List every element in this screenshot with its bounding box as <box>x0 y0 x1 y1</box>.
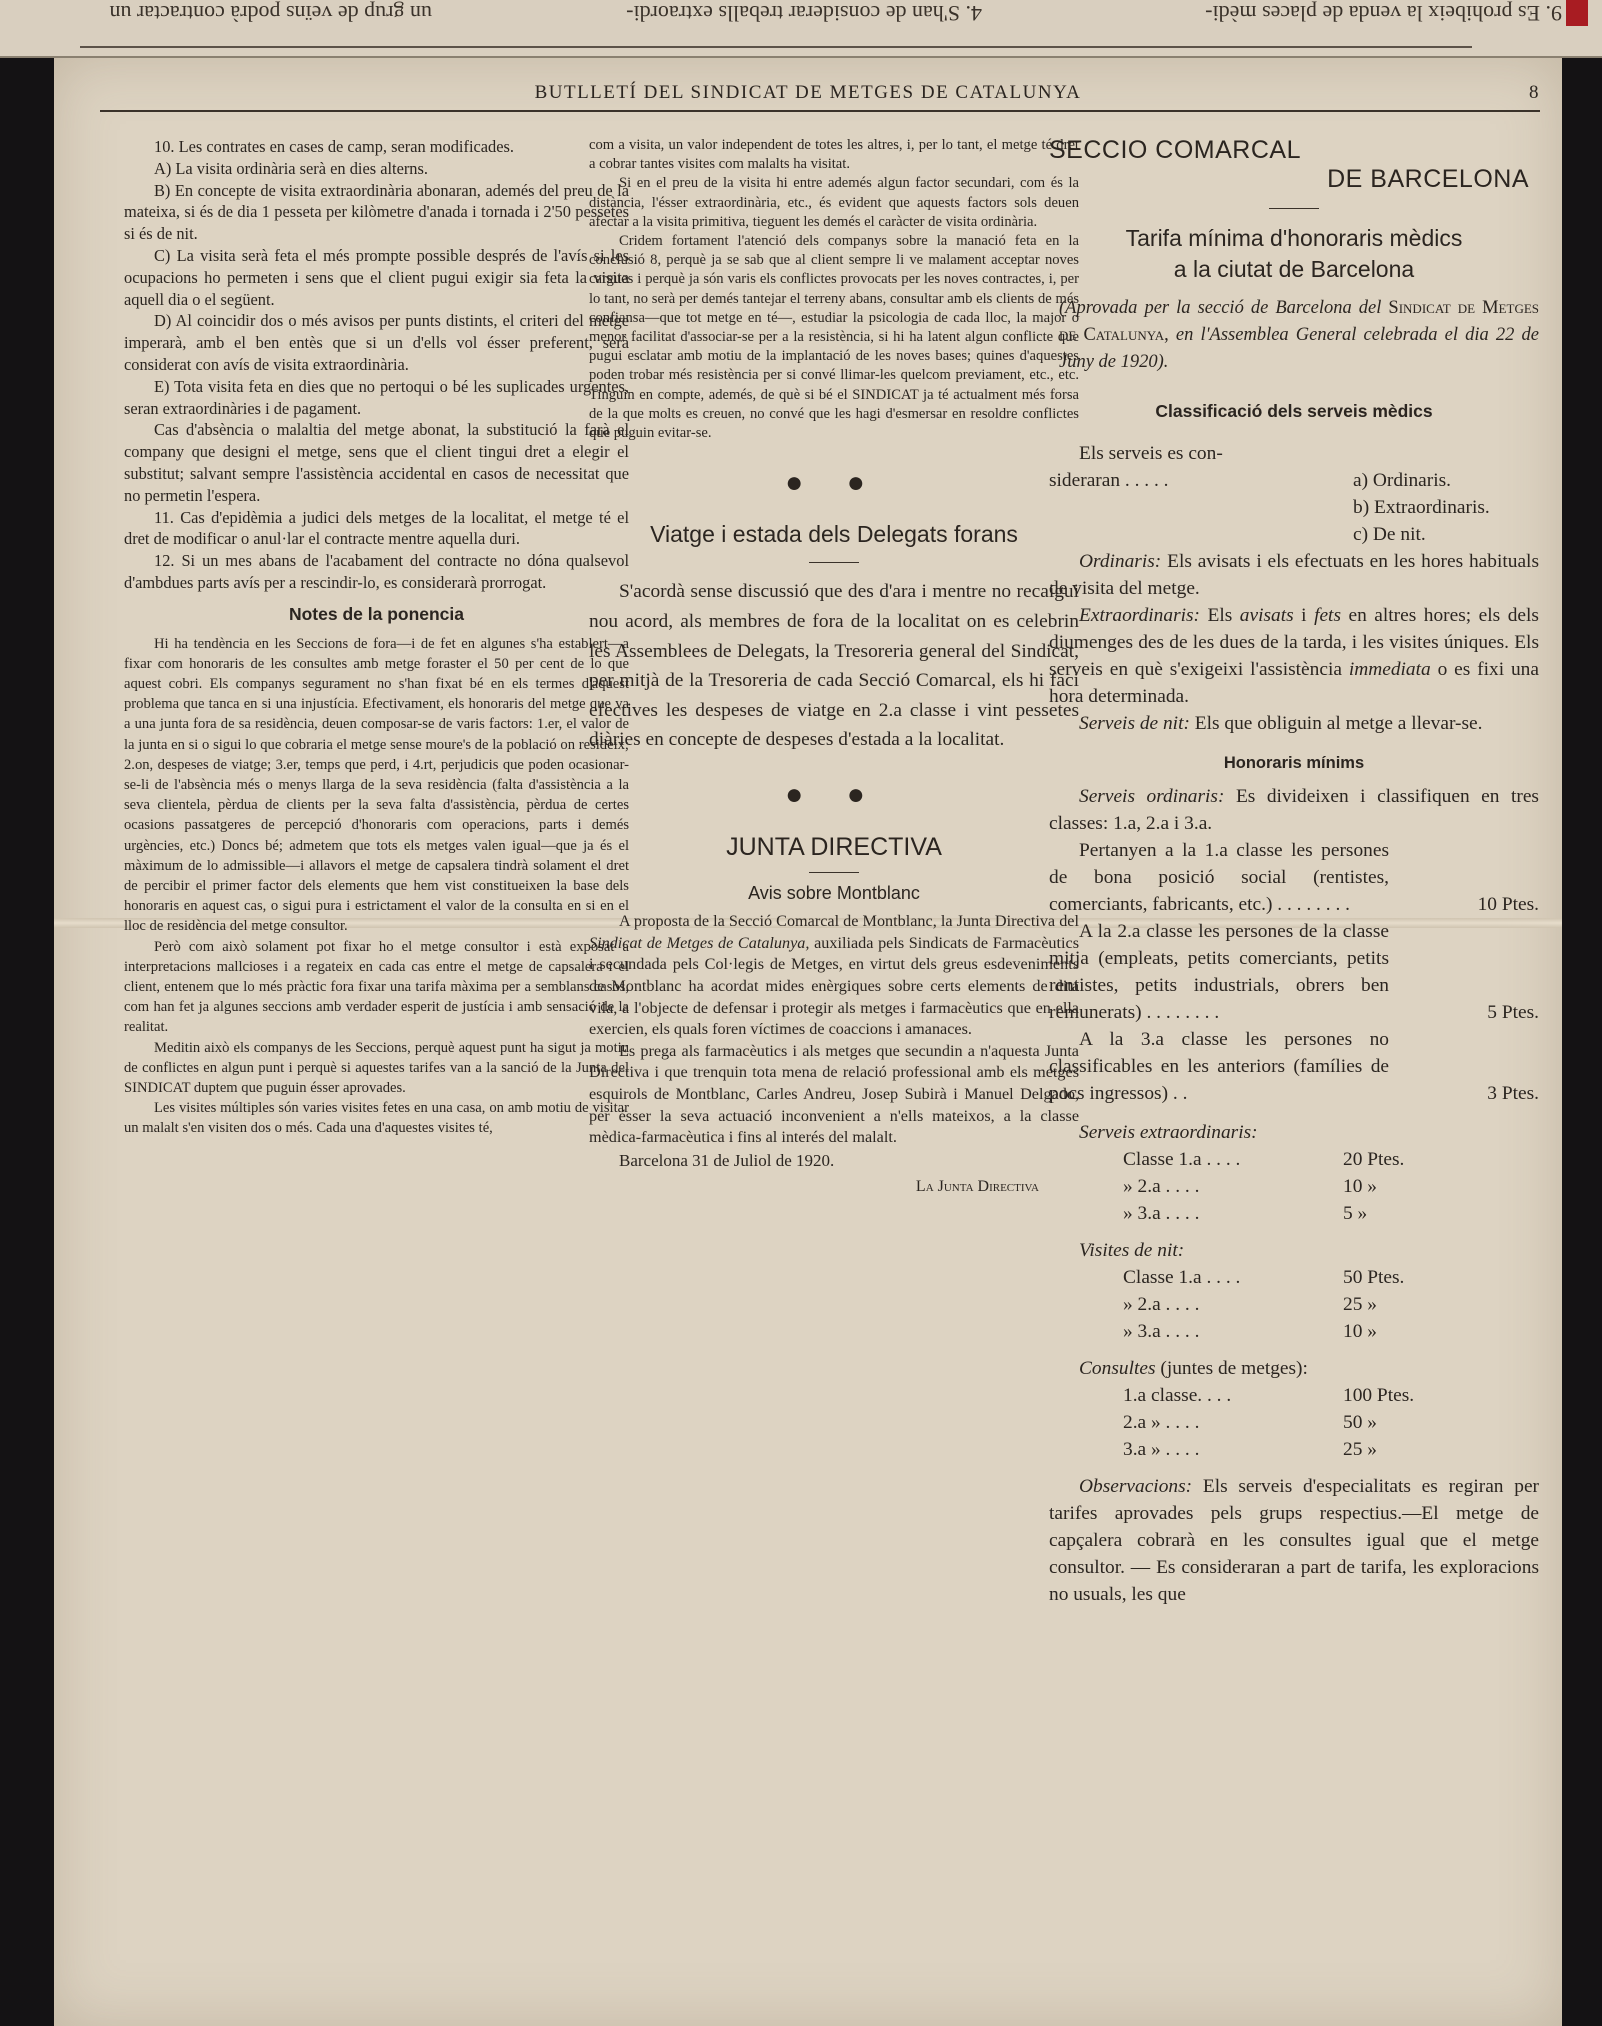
tariff-class: Classe 1.a . . . . <box>1123 1149 1241 1170</box>
text: c) De nit. <box>1353 524 1426 545</box>
avis-heading: Avis sobre Montblanc <box>748 883 920 904</box>
text: (juntes de metges): <box>1160 1358 1308 1379</box>
previous-page-rule <box>80 46 1472 48</box>
notes-heading: Notes de la ponencia <box>288 603 465 624</box>
tariff-row <box>1123 1200 1433 1227</box>
paragraph: C) La visita serà feta el més prompte possible després de l'avís si les ocupacions ho permeten i sens que el client pugui exigir sia feta la visita aquell dia o el següent. <box>124 245 629 309</box>
text: avisats <box>1239 605 1294 626</box>
tariff-price: 100 Ptes. <box>1343 1385 1415 1406</box>
paragraph: A) La visita ordinària serà en dies alterns. <box>154 158 428 178</box>
text: Pertanyen a la 1.a classe les persones de bona posició social (rentistes, comerciants, fabricants, etc.) . . . . . . . . <box>1049 840 1389 915</box>
tariff-row <box>1123 1436 1433 1463</box>
text: Ordinaris: <box>1079 551 1162 572</box>
text: Els avisats i els efectuats en les hores habituals de visita del metge. <box>1049 551 1539 599</box>
text: Els serveis es con- <box>1079 443 1223 464</box>
paragraph: Es prega als farmacèutics i als metges que secundin a n'aquesta Junta Directiva i que trenquin tota mena de relació professional amb els metges esquirols de Montblanc, Carles Andreu, Josep Subirà i Manuel Delgado, per ésser la seva actuació inconvenient a n'ells mateixos, a la classe mèdica-farmacèutica i fins al interés del malalt. <box>589 1041 1079 1147</box>
paragraph: com a visita, un valor independent de totes les altres, i, per lo tant, el metge té dret a cobrar tantes visites com malalts ha visitat. <box>589 137 1079 173</box>
document-page <box>54 58 1562 2026</box>
signature: La Junta Directiva <box>915 1177 1039 1195</box>
paragraph: 10. Les contrates en cases de camp, seran modificades. <box>154 137 514 156</box>
tariff-class: Classe 1.a . . . . <box>1123 1267 1241 1288</box>
text: b) Extraordinaris. <box>1353 497 1490 518</box>
price-row <box>1049 1026 1539 1107</box>
section-separator: ● ● <box>785 466 883 500</box>
text: Els serveis d'especialitats es regiran per tarifes aprovades pels grups respectius.—El metge de capçalera cobrarà en les consultes igual que el metge consultor. — Es consideraran a part de tarifa, les exploracions no usuals, les que <box>1049 1476 1540 1605</box>
date-line: Barcelona 31 de Juliol de 1920. <box>619 1150 835 1170</box>
paragraph <box>1049 548 1539 602</box>
text: o es fixi una hora determinada. <box>1049 659 1539 707</box>
text: A proposta de la Secció Comarcal de Montblanc, la Junta Directiva del <box>619 912 1079 931</box>
tariff-class: » 2.a . . . . <box>1123 1294 1200 1315</box>
column-right <box>1049 136 1539 1608</box>
junta-heading: JUNTA DIRECTIVA <box>726 833 942 862</box>
classification-heading: Classificació dels serveis mèdics <box>1155 401 1433 421</box>
paragraph: Les visites múltiples són varies visites fetes en una casa, on amb motiu de visitar un malalt s'en visiten dos o més. Cada una d'aquestes visites té, <box>124 1100 629 1137</box>
tariff-class: 3.a » . . . . <box>1123 1439 1200 1460</box>
consultes-label <box>1049 1355 1539 1382</box>
paragraph <box>589 911 1079 1041</box>
extraordinary-label: Serveis extraordinaris: <box>1079 1122 1258 1143</box>
red-bookmark <box>1566 0 1588 26</box>
section-title-line2: DE BARCELONA <box>1327 165 1529 193</box>
tarifa-title-line2: a la ciutat de Barcelona <box>1173 256 1415 282</box>
previous-page-text-right: 9. Es prohibeix la venda de places mèdi- <box>1205 1 1562 26</box>
tariff-price: 50 » <box>1343 1412 1377 1433</box>
text: (Aprovada per la secció de Barcelona del <box>1059 298 1382 318</box>
paragraph: Hi ha tendència en les Seccions de fora—i de fet en algunes s'ha establert—a fixar com honoraris de les consultes amb metge foraster el 50 per cent de lo que aquest cobri. Els companys segurament no s'han fixat bé en els termes d'aquest problema que tanca en si una injustícia. Efectivament, els honoraris del metge que va a una junta fora de sa residència, deuen composar-se de varis factors: 1.er, el valor de la junta en si o sigui lo que cobraria el metge sense moure's de la població on resideix; 2.on, despeses de viatge; 3.er, temps que perd, i 4.rt, perjudicis que poden ocasionar-se-li de l'absència més o menys llarga de la seva residència (falta d'assistència a la seva clientela, pèrdua de clients per la seva falta d'assistència, pèrdua de certes ocasions passatgeres de percepció d'honoraris com operacions, parts i demés urgències, etc.) Doncs bé; admetem que tots els metges valen igual—que ja és el màximum de lo admissible—i allavors el metge de capsalera tindrà solament el dret de percibir el primer factor dels elements que hem vist constitueixen la base dels honoraris en aquest cas, o sigui pura i estrictament el valor de la consulta en si en el lloc de residència del metge consultor. <box>124 635 629 935</box>
price: 10 Ptes. <box>1477 894 1539 915</box>
tariff-price: 25 » <box>1343 1439 1377 1460</box>
tariff-row <box>1123 1146 1433 1173</box>
text: auxiliada pels Sindicats de Farmacèutics i secundada pels Col·legis de Metges, en virtut dels greus esdeveniments de Montblanc ha acordat mides enèrgiques sobre certs elements de dita vila, a l'objecte de defensar i protegir als metges i farmacèutics que en ella exercien, els quals foren víctimes de coaccions i amanaces. <box>589 933 1079 1039</box>
text: Serveis ordinaris: <box>1079 786 1225 807</box>
tarifa-title-line1: Tarifa mínima d'honoraris mèdics <box>1125 225 1463 251</box>
night-table <box>1123 1264 1433 1345</box>
paragraph: Però com això solament pot fixar ho el metge consultor i està exposat a interpretacions mallcioses i a regateix en cada cas entre el metge de capsalera i el client, entenem que lo més pràctic fora fixar una tarifa màxima per a semblans casos, com han fet ja algunes seccions amb verdader esperit de justícia i amb sensació de la realitat. <box>124 938 629 1036</box>
paragraph: Meditin això els companys de les Seccions, perquè aquest punt ha sigut ja motiu de conflictes en algun punt i perquè si aquestes tarifes van a la sanció de la Junta del SINDICAT duptem que puguin ésser aprovades. <box>124 1039 629 1096</box>
paragraph: D) Al coincidir dos o més avisos per punts distints, el criteri del metge imperarà, amb el ben entès que si un d'ells vol ésser preferent, serà considerat con avís de visita extraordinària. <box>124 311 629 374</box>
text: Extraordinaris: <box>1079 605 1201 626</box>
text: immediata <box>1348 659 1431 680</box>
price: 3 Ptes. <box>1487 1083 1539 1104</box>
short-rule <box>809 562 859 563</box>
paragraph <box>1049 710 1539 737</box>
tariff-row <box>1123 1409 1433 1436</box>
tariff-price: 20 Ptes. <box>1343 1149 1405 1170</box>
paragraph: Si en el preu de la visita hi entre ademés algun factor secundari, com és la distància, l'ésser extraordinària, etc., és evident que aquests factors sols deuen afectar a la visita primitiva, tieguent les demés el caràcter de visita ordinària. <box>589 175 1079 230</box>
paragraph: 12. Si un mes abans de l'acabament del contracte no dóna qualsevol d'ambdues parts avís per a rescindir-lo, es considerarà prorrogat. <box>124 551 629 592</box>
tariff-row <box>1123 1264 1433 1291</box>
approval-note <box>1049 295 1539 376</box>
paragraph: Cridem fortament l'atenció dels companys sobre la manació feta en la conclusió 8, perquè ja se sab que al client sempre li ve malament acceptar noves cargues i perquè ja són varis els conflictes provocats per les noves contractes, i, per lo tant, no serà per demés tantejar el terreny abans, consultar amb els clients de més confiansa—que tot metge en té—, estudiar la psicologia de cada lloc, la major o menor facilitat d'associar-se per a la resistència, si hi ha latent algun conflicte que pugui esclatar amb motiu de la implantació de les noves bases; quines d'aquestes poden trobar més resistència per si convé llimar-les quelcom previament, etc., etc. Tinguin en compte, ademés, de què si bé el SINDICAT ja té actualment més forsa de la que molts es creuen, no convé que les hagi d'esmersar en resoldre conflictes que puguin evitar-se. <box>589 233 1079 442</box>
price-row <box>1049 918 1539 1026</box>
tariff-row <box>1123 1291 1433 1318</box>
classification-row <box>1049 521 1539 548</box>
extraordinary-table <box>1123 1146 1433 1227</box>
paragraph: Cas d'absència o malaltia del metge abonat, la substitució la farà el company que designi el metge, sens que el client tingui dret a elegir el substitut; salvant sempre l'assistència accidental en casos de necessitat que no permetin l'espera. <box>124 420 629 505</box>
header-rule <box>100 110 1540 112</box>
paragraph: 11. Cas d'epidèmia a judici dels metges de la localitat, el metge té el dret de modificar o anul·lar el contracte mentre aquella duri. <box>124 507 629 549</box>
text: A la 2.a classe les persones de la classe mitja (empleats, petits comerciants, petits rentistes, petits industrials, obrers ben remunerats) . . . . . . . . <box>1049 921 1389 1023</box>
section-separator: ● ● <box>785 778 883 812</box>
text: Serveis de nit: <box>1079 713 1190 734</box>
text: i <box>1301 605 1307 626</box>
text: Es divideixen i classifiquen en tres classes: 1.a, 2.a i 3.a. <box>1049 786 1539 834</box>
tariff-class: » 3.a . . . . <box>1123 1321 1200 1342</box>
tariff-price: 10 » <box>1343 1321 1377 1342</box>
text: a) Ordinaris. <box>1353 470 1451 491</box>
text: en l'Assemblea General celebrada el dia 22 de Juny de 1920). <box>1059 325 1539 372</box>
viatge-heading: Viatge i estada dels Delegats forans <box>650 521 1018 548</box>
tariff-row <box>1123 1173 1433 1200</box>
classification-row <box>1049 467 1539 494</box>
previous-page-text-middle: 4. S'han de considerar treballs extraordi- <box>626 1 982 26</box>
text: Els que obliguin al metge a llevar-se. <box>1194 713 1483 734</box>
page-number: 8 <box>1529 82 1540 103</box>
tariff-class: » 3.a . . . . <box>1123 1203 1200 1224</box>
short-rule <box>1269 208 1319 209</box>
short-rule <box>809 872 859 873</box>
tariff-price: 25 » <box>1343 1294 1377 1315</box>
tariff-class: » 2.a . . . . <box>1123 1176 1200 1197</box>
text: fets <box>1314 605 1341 626</box>
text: Consultes <box>1079 1358 1156 1379</box>
price-row <box>1049 837 1539 918</box>
paragraph <box>1049 1473 1539 1608</box>
tariff-price: 5 » <box>1343 1203 1368 1224</box>
previous-page-strip <box>0 0 1602 58</box>
paragraph: E) Tota visita feta en dies que no pertoqui o bé les suplicades urgentes, seran extraordinàries i de pagament. <box>124 376 629 418</box>
text: sideraran . . . . . <box>1049 470 1169 491</box>
previous-page-text-left: un grup de veïns podrà contractar un <box>109 1 432 26</box>
paragraph: S'acordà sense discussió que des d'ara i mentre no recaigui nou acord, als membres de fora de la localitat on es celebrin les Assemblees de Delegats, la Tresoreria general del Sindicat, per mitjà de la Tresoreria de cada Secció Comarcal, els hi faci efectives les despeses de viatge en 2.a classe i vint pessetes diàries en concepte de despeses d'estada a la localitat. <box>589 581 1079 751</box>
tariff-row <box>1123 1382 1433 1409</box>
tariff-price: 10 » <box>1343 1176 1377 1197</box>
text: Sindicat de Metges de Catalunya, <box>1059 298 1539 345</box>
price: 5 Ptes. <box>1487 1002 1539 1023</box>
text: Sindicat de Metges de Catalunya, <box>589 933 810 952</box>
bulletin-title: BUTLLETÍ DEL SINDICAT DE METGES DE CATALUNYA <box>534 82 1082 103</box>
tariff-price: 50 Ptes. <box>1343 1267 1405 1288</box>
text: en altres hores; els dels diumenges des de les dues de la tarda, i les visites úniques. Els serveis en què s'exigeixi l'assistència <box>1049 605 1539 680</box>
tariff-row <box>1123 1318 1433 1345</box>
column-left <box>124 136 629 1139</box>
night-label: Visites de nit: <box>1079 1240 1185 1261</box>
classification-row <box>1049 440 1379 467</box>
running-header <box>54 82 1562 122</box>
classification-row <box>1049 494 1539 521</box>
paragraph <box>1049 783 1539 837</box>
paragraph: B) En concepte de visita extraordinària abonaran, ademés del preu de la mateixa, si és de dia 1 pesseta per kilòmetre d'anada i tornada i 2'50 pessetes si és de nit. <box>124 180 629 244</box>
honoraris-heading: Honoraris mínims <box>1223 754 1365 772</box>
text: Observacions: <box>1079 1476 1193 1497</box>
text: Els <box>1207 605 1233 626</box>
text: A la 3.a classe les persones no classificables en les anteriors (famílies de pocs ingressos) . . <box>1049 1029 1389 1104</box>
column-middle <box>589 136 1079 1196</box>
tariff-class: 1.a classe. . . . <box>1123 1385 1232 1406</box>
consultes-table <box>1123 1382 1433 1463</box>
tariff-class: 2.a » . . . . <box>1123 1412 1200 1433</box>
paragraph <box>1049 602 1539 710</box>
section-title-line1: SECCIO COMARCAL <box>1049 136 1301 164</box>
